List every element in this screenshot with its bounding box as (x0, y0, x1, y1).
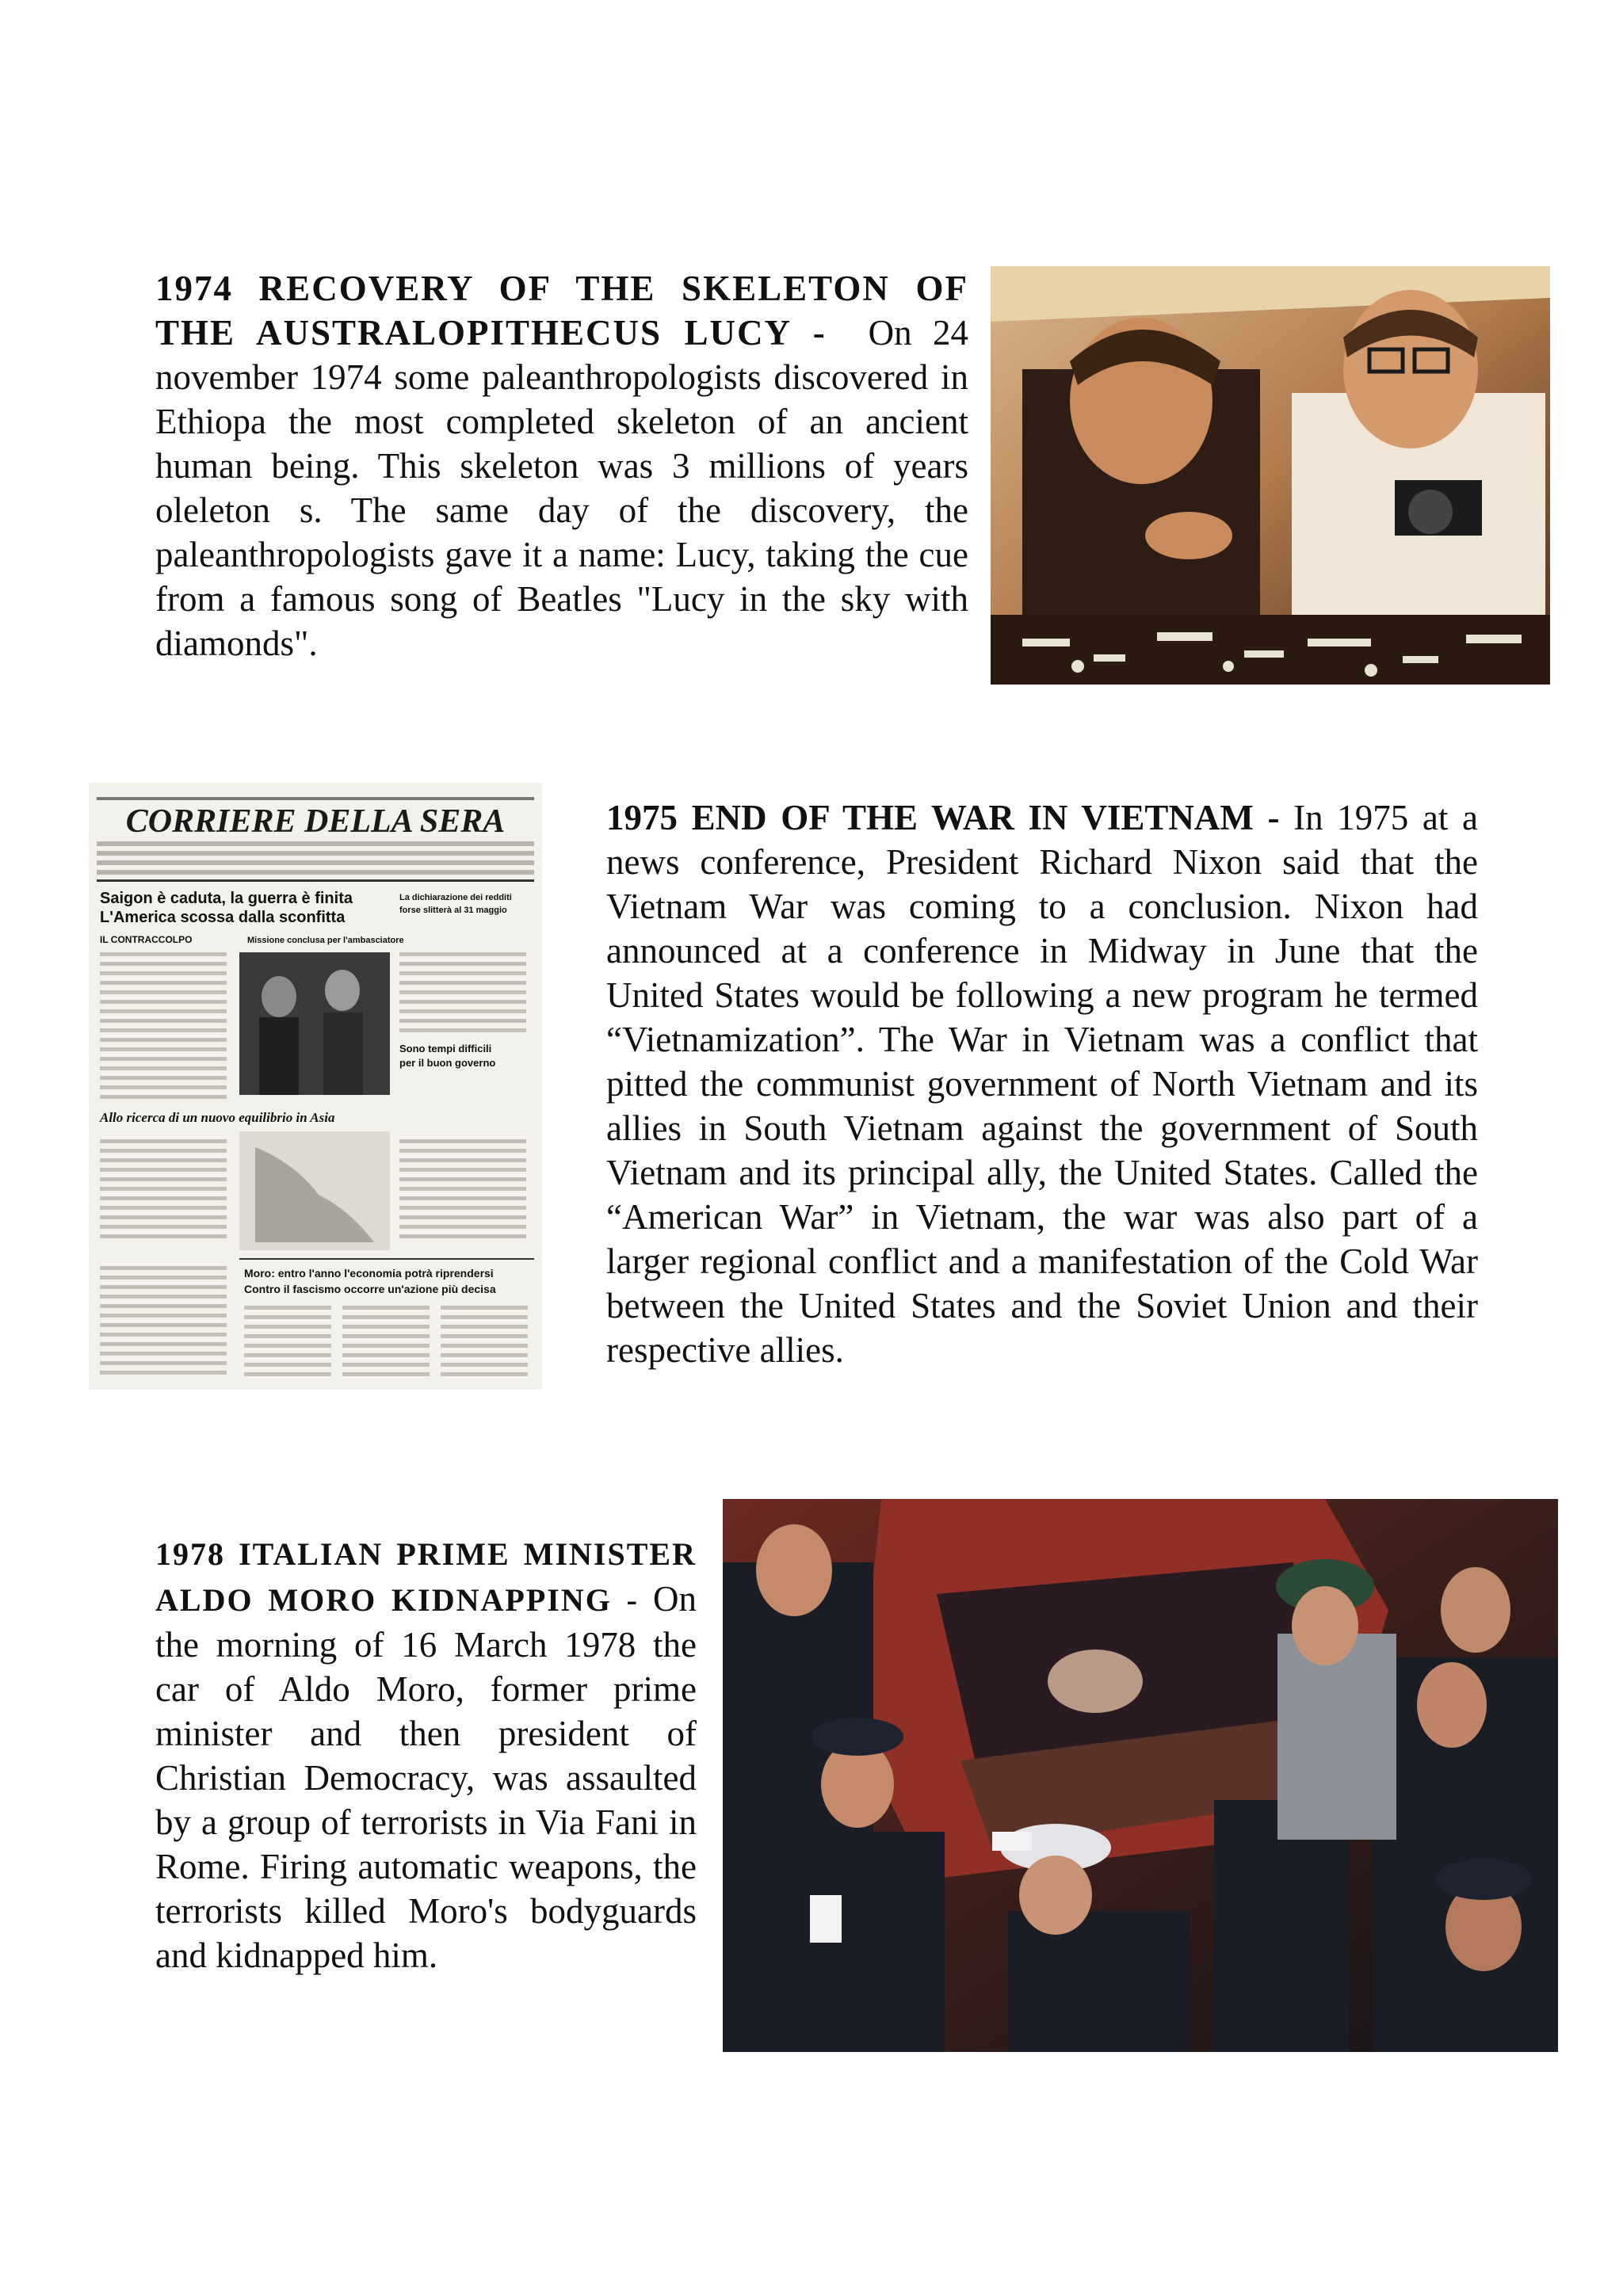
newspaper-side-headline-1: La dichiarazione dei redditi (399, 893, 512, 902)
newspaper-bottom-headline-2: Contro il fascismo occorre un'azione più decisa (244, 1283, 496, 1295)
newspaper-sub-headline: Allo ricerca di un nuovo equilibrio in Asia (100, 1110, 335, 1125)
lucy-paragraph (155, 266, 968, 666)
vietnam-paragraph (606, 795, 1478, 1372)
moro-heading: 1978 ITALIAN PRIME MINISTER ALDO MORO KIDNAPPING - (155, 1536, 697, 1618)
newspaper-section-label: IL CONTRACCOLPO (100, 934, 193, 945)
newspaper-headline-2: L'America scossa dalla sconfitta (100, 909, 346, 926)
moro-paragraph (155, 1531, 697, 1978)
newspaper-box-headline-2: per il buon governo (399, 1057, 496, 1069)
newspaper-box-headline-1: Sono tempi difficili (399, 1043, 492, 1055)
vietnam-heading: 1975 END OF THE WAR IN VIETNAM - (606, 798, 1280, 837)
lucy-heading: 1974 RECOVERY OF THE SKELETON OF THE AUSTRALOPITHECUS LUCY - (155, 269, 968, 353)
lucy-discovery-photo (991, 266, 1550, 685)
vietnam-body: In 1975 at a news conference, President Richard Nixon said that the Vietnam War was coming to a conclusion. Nixon had announced at a conference in Midway in June that the United States would be following a new program he termed “Vietnamization”. The War in Vietnam was a conflict that pitted the communist government of North Vietnam and its allies in South Vietnam against the government of South Vietnam and its principal ally, the United States. Called the “American War” in Vietnam, the war was also part of a larger regional conflict and a manifestation of the Cold War between the United States and the Soviet Union and their respective allies. (606, 798, 1479, 1370)
newspaper-headline-1: Saigon è caduta, la guerra è finita (100, 890, 353, 907)
newspaper-side-headline-2: forse slitterà al 31 maggio (399, 906, 507, 915)
newspaper-masthead: CORRIERE DELLA SERA (125, 803, 506, 840)
lucy-body: On 24 november 1974 some paleanthropologists discovered in Ethiopa the most completed skeleton of an ancient human being. This skeleton was 3 millions of years oleleton s. The same day of the discovery, the paleanthropologists gave it a name: Lucy, taking the cue from a famous song of Beatles "Lucy in the sky with diamonds". (155, 313, 968, 663)
corriere-della-sera-newspaper (89, 783, 542, 1390)
moro-body: On the morning of 16 March 1978 the car of Aldo Moro, former prime minister and then president of Christian Democracy, was assaulted by a group of terrorists in Via Fani in Rome. Firing automatic weapons, the terrorists killed Moro's bodyguards and kidnapped him. (155, 1579, 697, 1975)
newspaper-bottom-headline-1: Moro: entro l'anno l'economia potrà riprendersi (244, 1267, 494, 1280)
newspaper-section-label-2: Missione conclusa per l'ambasciatore (247, 936, 404, 945)
moro-kidnapping-photo (723, 1499, 1558, 2052)
